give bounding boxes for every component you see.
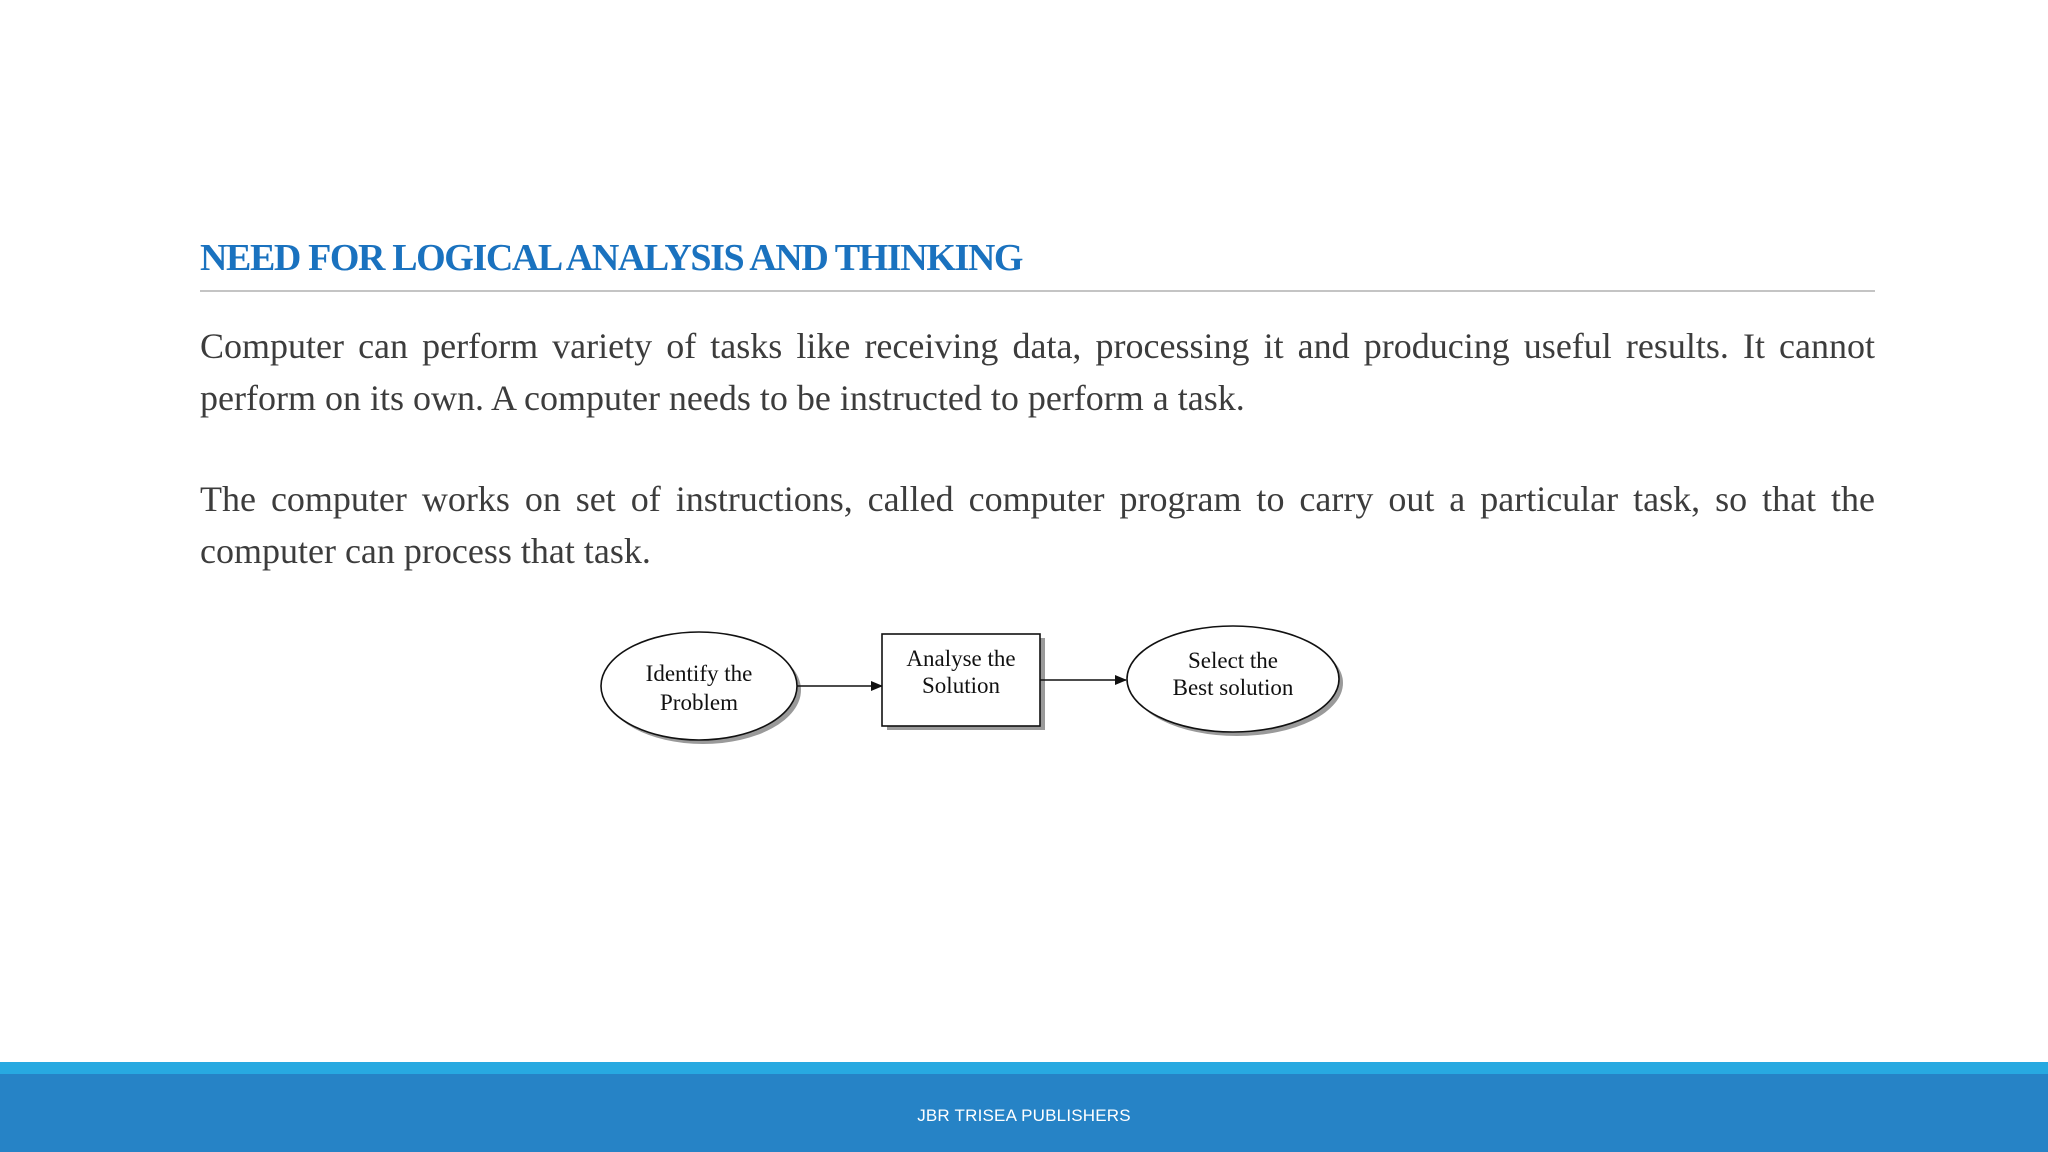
footer-publisher: JBR TRISEA PUBLISHERS (917, 1106, 1131, 1125)
step-2-line-2: Solution (922, 673, 1000, 698)
step-1-line-2: Problem (660, 690, 738, 715)
paragraph-2: The computer works on set of instructions, called computer program to carry out a particular task, so that the computer can process that task. (200, 479, 1875, 571)
title-divider (200, 290, 1875, 292)
step-analyse-solution (882, 634, 1045, 730)
process-flow-diagram (590, 615, 1350, 765)
step-3-line-1: Select the (1187, 648, 1279, 673)
step-3-line-2: Best solution (1172, 675, 1294, 700)
step-identify-problem (601, 632, 801, 744)
step-1-line-1: Identify the (645, 661, 753, 686)
footer-accent-stripe (0, 1062, 2048, 1074)
step-2-line-1: Analyse the (906, 646, 1016, 671)
paragraph-1: Computer can perform variety of tasks like receiving data, processing it and producing useful results. It cannot perform on its own. A computer needs to be instructed to perform a task. (200, 326, 1875, 418)
slide-title: NEED FOR LOGICAL ANALYSIS AND THINKING (200, 237, 1023, 279)
step-select-best-solution (1127, 626, 1343, 736)
